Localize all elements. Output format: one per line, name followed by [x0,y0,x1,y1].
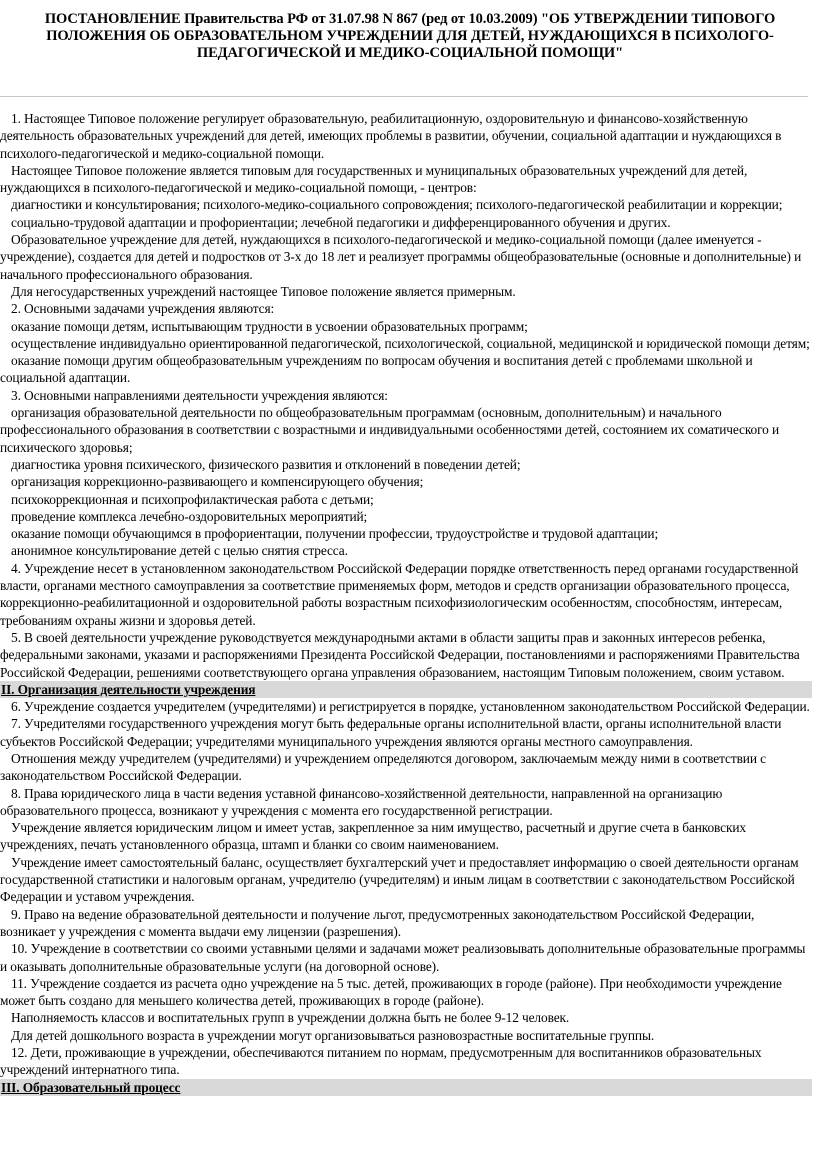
document-paragraph: 11. Учреждение создается из расчета одно учреждение на 5 тыс. детей, проживающих в городе (районе). При необходимости учреждение может быть создано для меньшего количества детей, проживающих в городе (районе). [0,975,782,1009]
document-paragraph: 10. Учреждение в соответствии со своими уставными целями и задачами может реализовывать дополнительные образовательные программы и оказывать дополнительные образовательные услуги (на договорной основе). [0,941,806,974]
document-paragraph: 7. Учредителями государственного учреждения могут быть федеральные органы исполнительной власти, органы исполнительной власти субъектов Российской Федерации; учредителями муниципального учреждения являются органы местного самоуправления. [0,716,782,749]
document-title: ПОСТАНОВЛЕНИЕ Правительства РФ от 31.07.98 N 867 (ред от 10.03.2009) "ОБ УТВЕРЖДЕНИИ ТИПОВОГО ПОЛОЖЕНИЯ ОБ ОБРАЗОВАТЕЛЬНОМ УЧРЕЖДЕНИИ ДЛЯ ДЕТЕЙ, НУЖДАЮЩИХСЯ В ПСИХОЛОГО-ПЕДАГОГИЧЕСКОЙ И МЕДИКО-СОЦИАЛЬНОЙ ПОМОЩИ" [44,11,776,61]
document-paragraph: проведение комплекса лечебно-оздоровительных мероприятий; [11,508,368,524]
document-paragraph: 2. Основными задачами учреждения являются: [11,301,275,317]
document-paragraph: анонимное консультирование детей с целью снятия стресса. [11,543,348,559]
document-paragraph: диагностики и консультирования; психолого-медико-социального сопровождения; психолого-педагогической реабилитации и коррекции; [11,197,783,213]
document-paragraph: 9. Право на ведение образовательной деятельности и получение льгот, предусмотренных законодательством Российской Федерации, возникает у учреждения с момента выдачи ему лицензии (разрешения). [0,906,755,939]
section-heading: III. Образовательный процесс [0,1079,812,1096]
document-body [0,110,812,1096]
document-paragraph: 3. Основными направлениями деятельности учреждения являются: [11,387,388,403]
document-paragraph: 6. Учреждение создается учредителем (учредителями) и регистрируется в порядке, установленном законодательством Российской Федерации. [11,699,810,715]
section-heading: II. Организация деятельности учреждения [0,681,812,698]
document-paragraph: психокоррекционная и психопрофилактическая работа с детьми; [11,491,374,507]
document-paragraph: организация образовательной деятельности по общеобразовательным программам (основным, дополнительным) и начального профессионального образования в соответствии с возрастными и индивидуальными особенностями детей, состоянием их соматического и психического здоровья; [0,405,780,455]
document-paragraph: организация коррекционно-развивающего и компенсирующего обучения; [11,474,424,490]
title-divider [0,96,808,97]
document-paragraph: Наполняемость классов и воспитательных групп в учреждении должна быть не более 9-12 человек. [11,1010,570,1026]
document-paragraph: Учреждение является юридическим лицом и имеет устав, закрепленное за ним имущество, расчетный и другие счета в банковских учреждениях, печать установленного образца, штамп и бланки со своим наименованием. [0,820,747,853]
document-paragraph: осуществление индивидуально ориентированной педагогической, психологической, социальной, медицинской и юридической помощи детям; [11,335,810,351]
document-paragraph: 4. Учреждение несет в установленном законодательством Российской Федерации порядке ответственность перед органами государственной власти, органами местного самоуправления за соответствие применяемых форм, методов и средств организации образовательного процесса, коррекционно-реабилитационной и оздоровительной работы возрастным психофизиологическим особенностям, способностям, интересам, требованиям охраны жизни и здоровья детей. [0,560,799,628]
document-paragraph: Настоящее Типовое положение является типовым для государственных и муниципальных образовательных учреждений для детей, нуждающихся в психолого-педагогической и медико-социальной помощи, - центров: [0,162,748,196]
document-paragraph: Для негосударственных учреждений настоящее Типовое положение является примерным. [11,283,516,299]
document-paragraph: 12. Дети, проживающие в учреждении, обеспечиваются питанием по нормам, предусмотренным для воспитанников образовательных учреждений интернатного типа. [0,1045,762,1078]
document-paragraph: Образовательное учреждение для детей, нуждающихся в психолого-педагогической и медико-социальной помощи (далее именуется - учреждение), создается для детей и подростков от 3-х до 18 лет и реализует программы общеобразовательные (основные и дополнительные) и начального профессионального образования. [0,232,802,282]
document-paragraph: Для детей дошкольного возраста в учреждении могут организовываться разновозрастные воспитательные группы. [11,1027,655,1043]
document-paragraph: социально-трудовой адаптации и профориентации; лечебной педагогики и дифференцированного обучения и других. [11,214,671,230]
document-paragraph: оказание помощи другим общеобразовательным учреждениям по вопросам обучения и воспитания детей с проблемами школьной и социальной адаптации. [0,353,753,386]
document-paragraph: 8. Права юридического лица в части ведения уставной финансово-хозяйственной деятельности, направленной на организацию образовательного процесса, возникают у учреждения с момента его государственной регистрации. [0,785,723,818]
document-paragraph: оказание помощи детям, испытывающим трудности в усвоении образовательных программ; [11,318,528,334]
document-paragraph: Отношения между учредителем (учредителями) и учреждением определяются договором, заключаемым между ними в соответствии с законодательством Российской Федерации. [0,750,766,784]
document-paragraph: Учреждение имеет самостоятельный баланс, осуществляет бухгалтерский учет и предоставляет информацию о своей деятельности органам государственной статистики и налоговым органам, учредителю (учредителям) и иным лицам в соответствии с законодательством Российской Федерации и уставом учреждения. [0,854,799,905]
document-paragraph: 1. Настоящее Типовое положение регулирует образовательную, реабилитационную, оздоровительную и финансово-хозяйственную деятельность образовательных учреждений для детей, имеющих проблемы в развитии, обучении, социальной адаптации и нуждающихся в психолого-педагогической и медико-социальной помощи. [0,111,782,161]
document-paragraph: диагностика уровня психического, физического развития и отклонений в поведении детей; [11,456,521,472]
document-paragraph: 5. В своей деятельности учреждение руководствуется международными актами в области защиты прав и законных интересов ребенка, федеральными законами, указами и распоряжениями Президента Российской Федерации, постановлениями и распоряжениями Правительства Российской Федерации, решениями соответствующего органа управления образованием, настоящим Типовым положением, своим уставом. [0,629,800,680]
document-paragraph: оказание помощи обучающимся в профориентации, получении профессии, трудоустройстве и трудовой адаптации; [11,526,659,542]
